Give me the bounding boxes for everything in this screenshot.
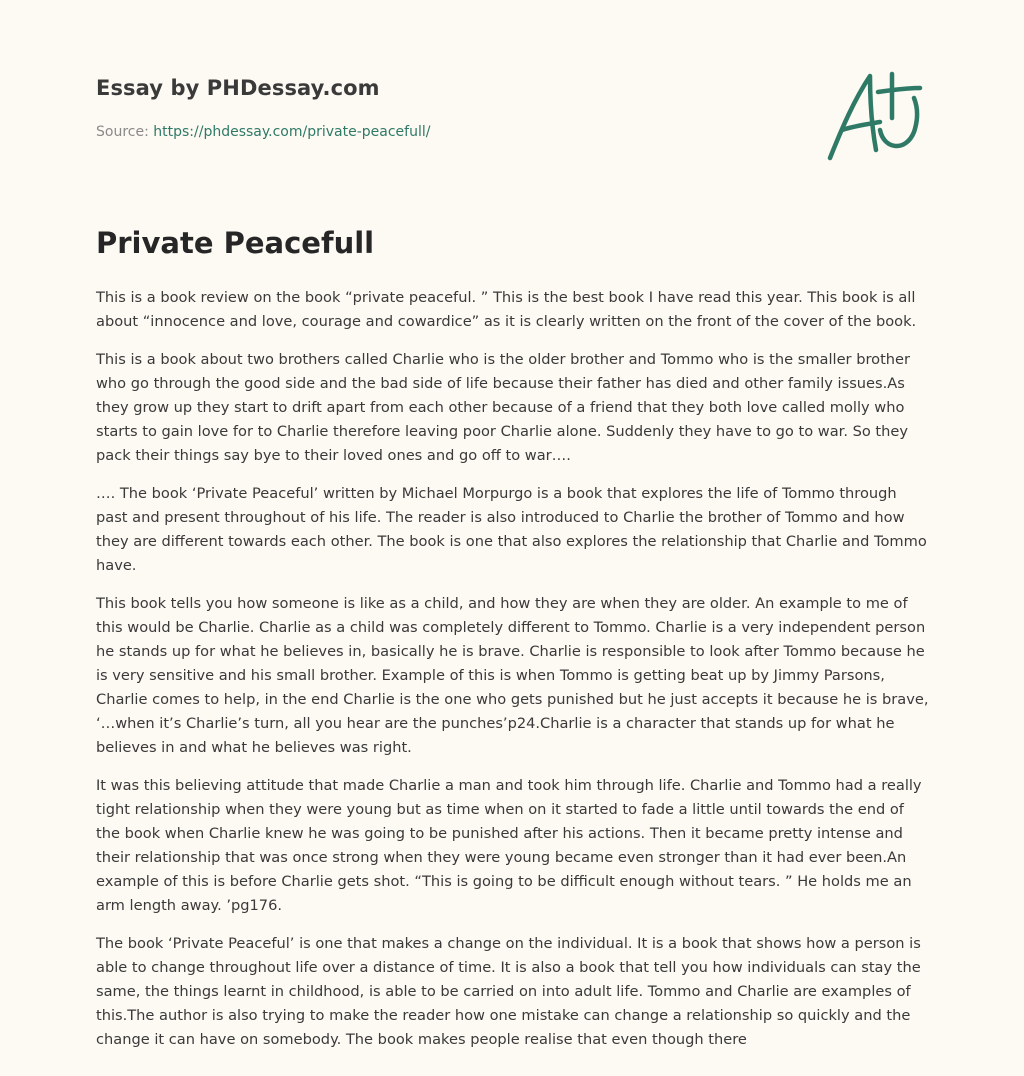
essay-paragraph: This is a book about two brothers called Charlie who is the older brother and Tommo who is the smaller brother who go through the good side and the bad side of life because their father has died and other family issues.As they grow up they start to drift apart from each other because of a friend that they both love called molly who starts to gain love for to Charlie therefore leaving poor Charlie alone. Suddenly they have to go to war. So they pack their things say bye to their loved ones and go off to war…. — [96, 351, 911, 464]
a-plus-logo-icon — [820, 66, 932, 166]
essay-body — [96, 286, 932, 1066]
source-link[interactable]: https://phdessay.com/private-peacefull/ — [153, 124, 431, 140]
essay-paragraph: …. The book ‘Private Peaceful’ written by Michael Morpurgo is a book that explores the life of Tommo through past and present throughout of his life. The reader is also introduced to Charlie the brother of Tommo and how they are different towards each other. The book is one that also explores the relationship that Charlie and Tommo have. — [96, 485, 927, 574]
essay-title: Private Peacefull — [96, 226, 375, 260]
essay-paragraph: It was this believing attitude that made Charlie a man and took him through life. Charlie and Tommo had a really tight relationship when they were young but as time when on it started to fade a little until towards the end of the book when Charlie knew he was going to be punished after his actions. Then it became pretty intense and their relationship that was once strong when they were young became even stronger than it had ever been.An example of this is before Charlie gets shot. “This is going to be difficult enough without tears. ” He holds me an arm length away. ’pg176. — [96, 777, 922, 914]
essay-paragraph: This is a book review on the book “private peaceful. ” This is the best book I have read this year. This book is all about “innocence and love, courage and cowardice” as it is clearly written on the front of the cover of the book. — [96, 289, 917, 330]
site-name: Essay by PHDessay.com — [96, 76, 380, 100]
source-label: Source: — [96, 124, 154, 140]
essay-paragraph: The book ‘Private Peaceful’ is one that makes a change on the individual. It is a book that shows how a person is able to change throughout life over a distance of time. It is also a book that tell you how individuals can stay the same, the things learnt in childhood, is able to be carried on into adult life. Tommo and Charlie are examples of this.The author is also trying to make the reader how one mistake can change a relationship so quickly and the change it can have on somebody. The book makes people realise that even though there — [96, 935, 921, 1048]
essay-paragraph: This book tells you how someone is like as a child, and how they are when they are older. An example to me of this would be Charlie. Charlie as a child was completely different to Tommo. Charlie is a very independent person he stands up for what he believes in, basically he is brave. Charlie is responsible to look after Tommo because he is very sensitive and his small brother. Example of this is when Tommo is getting beat up by Jimmy Parsons, Charlie comes to help, in the end Charlie is the one who gets punished but he just accepts it because he is brave, ‘…when it’s Charlie’s turn, all you hear are the punches’p24.Charlie is a character that stands up for what he believes in and what he believes was right. — [96, 595, 929, 756]
source-line — [96, 124, 430, 140]
